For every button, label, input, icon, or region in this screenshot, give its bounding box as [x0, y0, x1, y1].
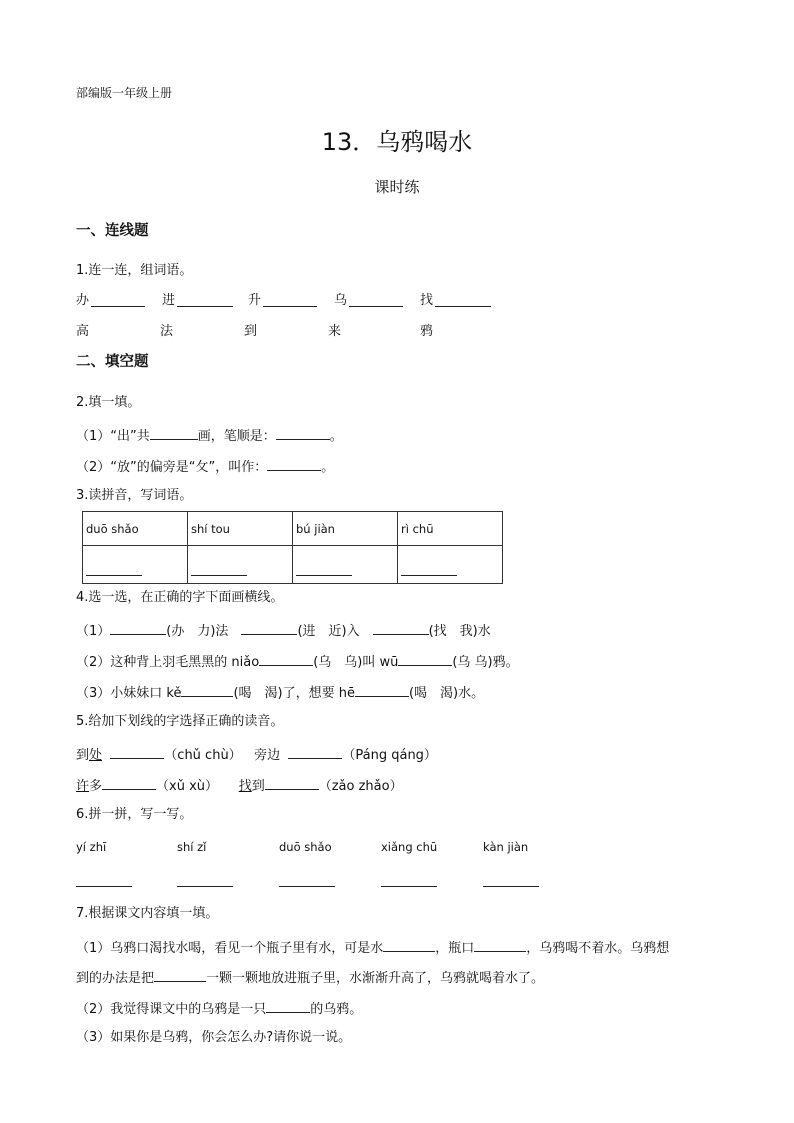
q1-blank[interactable]: [91, 292, 145, 307]
q6-blank[interactable]: [279, 874, 335, 887]
q4-text: (进 近)入: [297, 624, 373, 639]
q6-pinyin: xiǎng chū: [381, 840, 438, 854]
q6-blank[interactable]: [483, 874, 539, 887]
q5-blank[interactable]: [110, 744, 164, 759]
q2-text: （1）“出”共: [76, 429, 150, 444]
q2-text: （2）“放”的偏旁是“攵”，叫作：: [76, 460, 268, 475]
q1-blank[interactable]: [349, 292, 403, 307]
q5-blank[interactable]: [265, 775, 319, 790]
q2-item-1: [76, 425, 343, 446]
q1-blank[interactable]: [263, 292, 317, 307]
section-heading-matching: 一、连线题: [76, 223, 149, 239]
q5-prompt: 5.给加下划线的字选择正确的读音。: [76, 714, 284, 729]
q7-blank[interactable]: [383, 937, 435, 952]
q5-underlined-char: 许: [76, 779, 90, 794]
q1-bottom-char: 法: [160, 324, 174, 339]
q3-answer-cell[interactable]: [188, 546, 293, 584]
q1-bottom-char: 高: [76, 324, 90, 339]
q7-text: （2）我觉得课文中的乌鸦是一只: [76, 1002, 267, 1017]
grade-header: 部编版一年级上册: [76, 86, 173, 100]
q5-blank[interactable]: [288, 744, 342, 759]
table-row: [83, 546, 503, 584]
q1-top-char: 升: [248, 293, 262, 308]
q1-bottom-char: 到: [244, 324, 258, 339]
q2-item-2: [76, 456, 334, 477]
q5-underlined-char: 找: [238, 779, 252, 794]
q4-blank[interactable]: [181, 682, 233, 697]
q7-text: 到的办法是把: [76, 971, 155, 986]
q7-item-1-line-2: [76, 967, 544, 988]
q7-blank[interactable]: [154, 967, 206, 982]
q2-text: 。: [321, 460, 335, 475]
q3-pinyin-cell: bú jiàn: [293, 512, 398, 546]
q5-blank[interactable]: [102, 775, 156, 790]
q4-item-2: [76, 651, 519, 672]
q7-text: （1）乌鸦口渴找水喝，看见一个瓶子里有水，可是水: [76, 941, 384, 956]
q1-top-char: 办: [76, 293, 90, 308]
q4-prompt: 4.选一选，在正确的字下面画横线。: [76, 590, 284, 605]
q7-text: 一颗一颗地放进瓶子里，水渐渐升高了，乌鸦就喝着水了。: [206, 971, 545, 986]
q4-text: (乌 乌)鸦。: [452, 655, 519, 670]
q7-text: ，瓶口: [435, 941, 475, 956]
q1-blank[interactable]: [435, 292, 491, 307]
q6-blank[interactable]: [76, 874, 132, 887]
section-heading-fill: 二、填空题: [76, 354, 149, 370]
q3-blank[interactable]: [401, 574, 457, 576]
page-title: 13．乌鸦喝水: [321, 128, 473, 156]
q4-blank[interactable]: [355, 682, 409, 697]
q3-answer-cell[interactable]: [83, 546, 188, 584]
q3-prompt: 3.读拼音，写词语。: [76, 488, 193, 503]
table-row: [83, 512, 503, 546]
q1-top-char: 进: [162, 293, 176, 308]
q7-text: ，乌鸦喝不着水。乌鸦想: [526, 941, 670, 956]
q7-blank[interactable]: [266, 998, 310, 1013]
q2-text: 。: [329, 429, 343, 444]
q3-pinyin-cell: rì chū: [398, 512, 503, 546]
q5-word: 旁边: [254, 748, 281, 763]
q4-text: (办 力)法: [166, 624, 242, 639]
q7-item-3: （3）如果你是乌鸦，你会怎么办?请你说一说。: [76, 1030, 352, 1045]
q4-blank[interactable]: [110, 620, 166, 635]
q3-blank[interactable]: [191, 574, 247, 576]
q3-answer-cell[interactable]: [293, 546, 398, 584]
q1-bottom-char: 来: [328, 324, 342, 339]
q2-blank-radical[interactable]: [267, 456, 321, 471]
q4-item-3: [76, 682, 484, 703]
q1-bottom-char: 鸦: [420, 324, 434, 339]
page-subtitle: 课时练: [374, 178, 420, 196]
q7-prompt: 7.根据课文内容填一填。: [76, 906, 219, 921]
q7-item-1-line-1: [76, 937, 669, 958]
q7-blank[interactable]: [474, 937, 526, 952]
q2-blank-strokes[interactable]: [150, 425, 198, 440]
q4-text: （2）这种背上羽毛黑黑的 niǎo: [76, 655, 260, 670]
q3-pinyin-cell: duō shǎo: [83, 512, 188, 546]
q4-text: （1）: [76, 624, 111, 639]
q4-text: (找 我)水: [428, 624, 491, 639]
q2-prompt: 2.填一填。: [76, 395, 141, 410]
q3-blank[interactable]: [86, 574, 142, 576]
q6-blank[interactable]: [381, 874, 437, 887]
q6-prompt: 6.拼一拼，写一写。: [76, 807, 193, 822]
q2-blank-order[interactable]: [276, 425, 330, 440]
q5-options: （Páng qáng）: [342, 748, 437, 763]
q4-item-1: [76, 620, 491, 641]
q1-top-char: 找: [420, 293, 434, 308]
q6-pinyin: kàn jiàn: [483, 840, 529, 854]
q4-text: (喝 渴)水。: [408, 686, 485, 701]
q4-blank[interactable]: [373, 620, 429, 635]
q5-word: 到: [76, 748, 90, 763]
q6-pinyin: shí zǐ: [177, 840, 207, 854]
q5-word: 多: [89, 779, 103, 794]
q7-text: 的乌鸦。: [310, 1002, 363, 1017]
q1-top-char: 乌: [334, 293, 348, 308]
q2-text: 画，笔顺是：: [197, 429, 276, 444]
q3-blank[interactable]: [296, 574, 352, 576]
q4-text: (喝 渴)了，想要 hē: [233, 686, 355, 701]
q5-row-2: [76, 775, 403, 796]
q5-word: 到: [251, 779, 265, 794]
q6-blank[interactable]: [177, 874, 233, 887]
q4-text: (乌 乌)叫 wū: [313, 655, 399, 670]
q3-answer-cell[interactable]: [398, 546, 503, 584]
q5-options: （xǔ xù）: [156, 779, 219, 794]
q7-item-2: [76, 998, 362, 1019]
q5-options: （chǔ chù）: [164, 748, 242, 763]
q4-blank[interactable]: [259, 651, 313, 666]
q5-row-1: [76, 744, 437, 765]
q1-blank[interactable]: [177, 292, 233, 307]
q5-options: （zǎo zhǎo）: [318, 779, 403, 794]
q1-prompt: 1.连一连，组词语。: [76, 263, 193, 278]
q4-text: （3）小妹妹口 kě: [76, 686, 182, 701]
q6-pinyin: duō shǎo: [279, 840, 332, 854]
q3-pinyin-table: [82, 511, 503, 584]
q4-blank[interactable]: [398, 651, 452, 666]
q3-pinyin-cell: shí tou: [188, 512, 293, 546]
q6-pinyin: yí zhī: [76, 840, 107, 854]
q5-underlined-char: 处: [89, 748, 103, 763]
q4-blank[interactable]: [241, 620, 297, 635]
